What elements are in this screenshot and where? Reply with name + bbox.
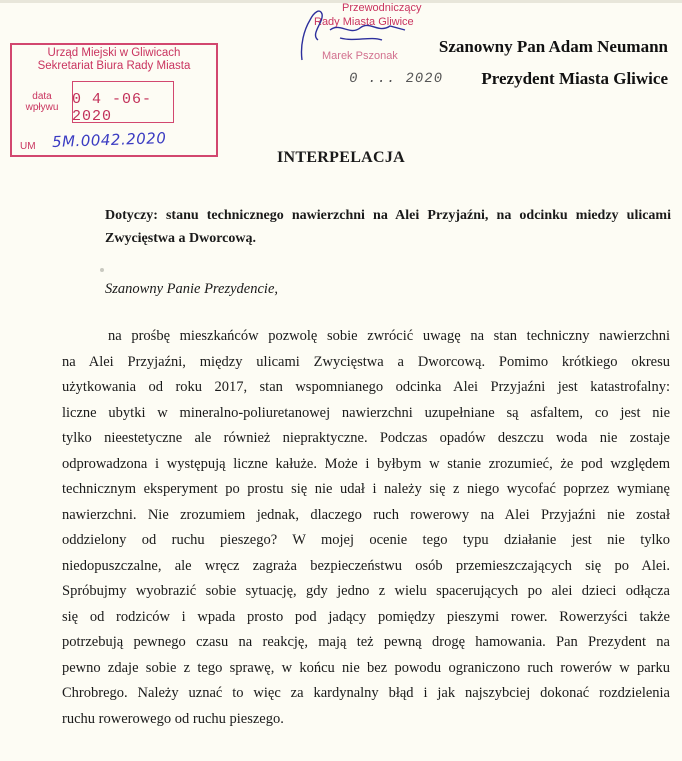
- received-date-stamp: 0 ... 2020: [347, 71, 445, 87]
- body-line: Chrobrego. Należy uznać to więc za kardynalny błąd i jak najszybciej dokonać rozdzielenia: [62, 685, 670, 701]
- body-line: na Alei Przyjaźni, między ulicami Zwycięstwa a Dworcową. Pomimo krótkiego okresu: [62, 353, 670, 370]
- body-line: się od rodziców i wpada prosto pod jadący pomiędzy pieszymi rower. Rowerzyści także: [62, 608, 670, 625]
- registration-stamp: [10, 43, 218, 157]
- body-line: tylko nieestetyczne ale również niepraktyczne. Podczas opadów deszczu woda nie zostaje: [62, 430, 670, 446]
- stamp-office-name: Urząd Miejski w Gliwicach: [47, 47, 181, 59]
- body-line: ruchu rowerowego od ruchu pieszego.: [62, 710, 284, 727]
- body-paragraph: [62, 324, 670, 732]
- subject-line: Dotyczy: stanu technicznego nawierzchni na Alei Przyjaźni, na odcinku miedzy ulicami Zwycięstwa a Dworcową.: [105, 208, 671, 246]
- body-line: potrzebują pewnego czasu na reakcję, mają też pewną drogę hamowania. Pan Prezydent na: [62, 634, 670, 650]
- greeting: Szanowny Panie Prezydencie,: [105, 281, 279, 297]
- body-line: odprowadzona i występują liczne kałuże. Może i byłbym w stanie zrozumieć, że pod względem: [62, 455, 670, 472]
- stamp-date-label: data wpływu: [25, 91, 59, 113]
- stamp-department: Sekretariat Biura Rady Miasta: [37, 60, 191, 72]
- handwritten-signature: [300, 0, 435, 70]
- body-line: nawierzchni. Nie zrozumiem jednak, dlaczego ruch rowerowy na Alei Przyjaźni nie został: [62, 506, 670, 523]
- body-line: liczne ubytki w mineralno-poliuretanowej nawierzchni uzupełniane są asfaltem, co jest nie: [62, 404, 670, 421]
- chairman-title: Przewodniczący: [342, 2, 422, 14]
- body-line: na prośbę mieszkańców pozwolę sobie zwrócić uwagę na stan techniczny nawierzchni: [108, 328, 670, 344]
- addressee-line1: Szanowny Pan Adam Neumann: [438, 37, 668, 56]
- addressee-line2: Prezydent Miasta Gliwice: [481, 69, 668, 88]
- body-line: użytkowania od roku 2017, stan wspomnianego odcinka Alei Przyjaźni jest katastrofalny:: [62, 379, 670, 395]
- document-title: INTERPELACJA: [276, 149, 406, 166]
- paper-speck: [100, 268, 104, 272]
- body-line: technicznym eksperyment po prostu się nie udał i należy się z niego wycofać poprzez wymianę: [62, 481, 670, 497]
- body-line: niedopuszczalne, ale wręcz zagraża bezpieczeństwu osób przemieszczających się po Alei.: [62, 557, 670, 574]
- chairman-council: Rady Miasta Gliwice: [314, 16, 414, 28]
- stamp-um-label: UM: [20, 141, 36, 152]
- handwritten-reference-number: 5M.0042.2020: [51, 129, 167, 151]
- chairman-name: Marek Pszonak: [322, 50, 398, 62]
- stamp-date-value: 0 4 -06- 2020: [72, 91, 153, 125]
- body-line: Spróbujmy wyobrazić sobie sytuację, gdy jedno z wielu spacerujących po alei dzieci odłącza: [62, 583, 670, 599]
- body-line: pewno zdaje sobie z tego sprawę, w końcu nie bez powodu ograniczono ruch rowerów w parku: [62, 659, 670, 676]
- body-line: oddzielony od ruchu pieszego? W mojej ocenie tego typu działanie jest nie tylko: [62, 532, 670, 548]
- chairman-stamp: [300, 0, 435, 70]
